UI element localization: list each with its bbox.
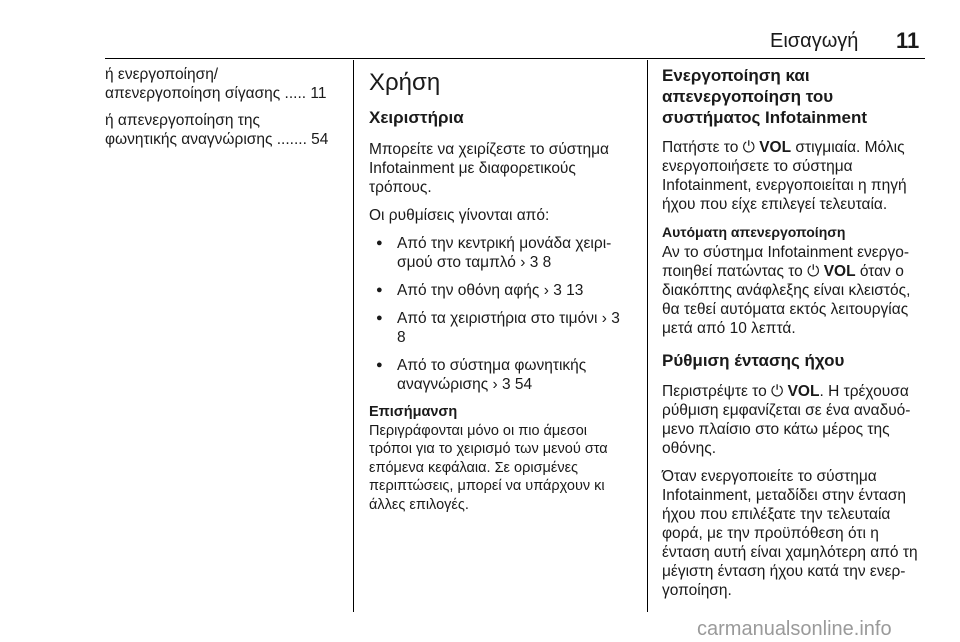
toc-entry-mute[interactable]: ή ενεργοποίηση/ απενεργοποίηση σίγασης ..... 11	[105, 66, 327, 102]
list-item: ● Από την οθόνη αφής › 3 13	[369, 281, 632, 300]
column-divider-2	[647, 60, 648, 612]
list-item: ● Από τα χειριστήρια στο τιμόνι › 3 8	[369, 309, 632, 347]
list-intro: Οι ρυθμίσεις γίνονται από:	[369, 207, 550, 224]
volume-startup-paragraph: Όταν ενεργοποιείτε το σύστημα Infotainment, μεταδίδει στην ένταση ήχου που επιλέξατε την τελευταία φορά, με την προϋπόθεση ότι η ένταση αυτή είναι χαμηλότερη από τη μέγιστη ένταση ήχου κατά την ενερ-γοποίηση.	[662, 468, 918, 599]
column-divider-1	[353, 60, 354, 612]
note-title: Επισήμανση	[369, 404, 458, 420]
page-ref-arrow-icon: ›	[601, 310, 607, 327]
controls-list	[369, 234, 632, 394]
vol-label: VOL	[787, 383, 820, 400]
infotainment-column	[662, 65, 927, 609]
vol-label: VOL	[823, 263, 856, 280]
vol-label: VOL	[759, 139, 792, 156]
intro-paragraph: Μπορείτε να χειρίζεστε το σύστημα Infotainment με διαφορετικούς τρόπους.	[369, 141, 610, 196]
page-title: Εισαγωγή	[770, 30, 859, 52]
power-icon: ⏻	[771, 383, 784, 400]
power-icon: ⏻	[742, 139, 755, 156]
watermark: carmanualsonline.info	[697, 618, 892, 640]
page-ref-arrow-icon: ›	[492, 376, 498, 393]
page-ref[interactable]: 3 54	[502, 376, 533, 393]
page-ref[interactable]: 3 8	[529, 254, 552, 271]
page-number: 11	[896, 28, 920, 53]
power-icon: ⏻	[807, 263, 820, 280]
toc-column	[105, 65, 343, 157]
section-heading-power: Ενεργοποίηση και απενεργοποίηση του συστήματος Infotainment	[662, 66, 868, 127]
volume-heading: Ρύθμιση έντασης ήχου	[662, 351, 845, 370]
note-box	[369, 403, 632, 514]
auto-off-heading: Αυτόματη απενεργοποίηση	[662, 224, 846, 240]
header-rule	[105, 58, 925, 59]
subsection-heading: Χειριστήρια	[369, 108, 464, 127]
usage-column	[369, 65, 632, 514]
page-ref[interactable]: 3 13	[553, 282, 584, 299]
section-heading: Χρήση	[369, 69, 441, 96]
page-ref[interactable]: 3 8	[397, 310, 620, 346]
list-item: ● Από την κεντρική μονάδα χειρι-σμού στο ταμπλό › 3 8	[369, 234, 632, 272]
power-paragraph: Πατήστε το ⏻ VOL στιγμιαία. Μόλις ενεργοποιήσετε το σύστημα Infotainment, ενεργοποιείται η πηγή ήχου που είχε επιλεγεί τελευταία.	[662, 139, 907, 213]
list-item: ● Από το σύστημα φωνητικής αναγνώρισης › 3 54	[369, 356, 632, 394]
volume-paragraph: Περιστρέψτε το ⏻ VOL. Η τρέχουσα ρύθμιση εμφανίζεται σε ένα αναδυό-μενο πλαίσιο στο κάτω μέρος της οθόνης.	[662, 383, 911, 457]
note-text: Περιγράφονται μόνο οι πιο άμεσοι τρόποι για το χειρισμό των μενού στα επόμενα κεφάλαια. Σε ορισμένες περιπτώσεις, μπορεί να υπάρχουν κι άλλες επιλογές.	[369, 422, 608, 513]
page-ref-arrow-icon: ›	[520, 254, 526, 271]
page-ref-arrow-icon: ›	[543, 282, 549, 299]
toc-entry-voice[interactable]: ή απενεργοποίηση της φωνητικής αναγνώρισης ....... 54	[105, 112, 329, 148]
auto-off-paragraph: Αν το σύστημα Infotainment ενεργο-ποιηθεί πατώντας το ⏻ VOL όταν ο διακόπτης ανάφλεξης είναι κλειστός, θα τεθεί αυτόματα εκτός λειτουργίας μετά από 10 λεπτά.	[662, 244, 911, 337]
